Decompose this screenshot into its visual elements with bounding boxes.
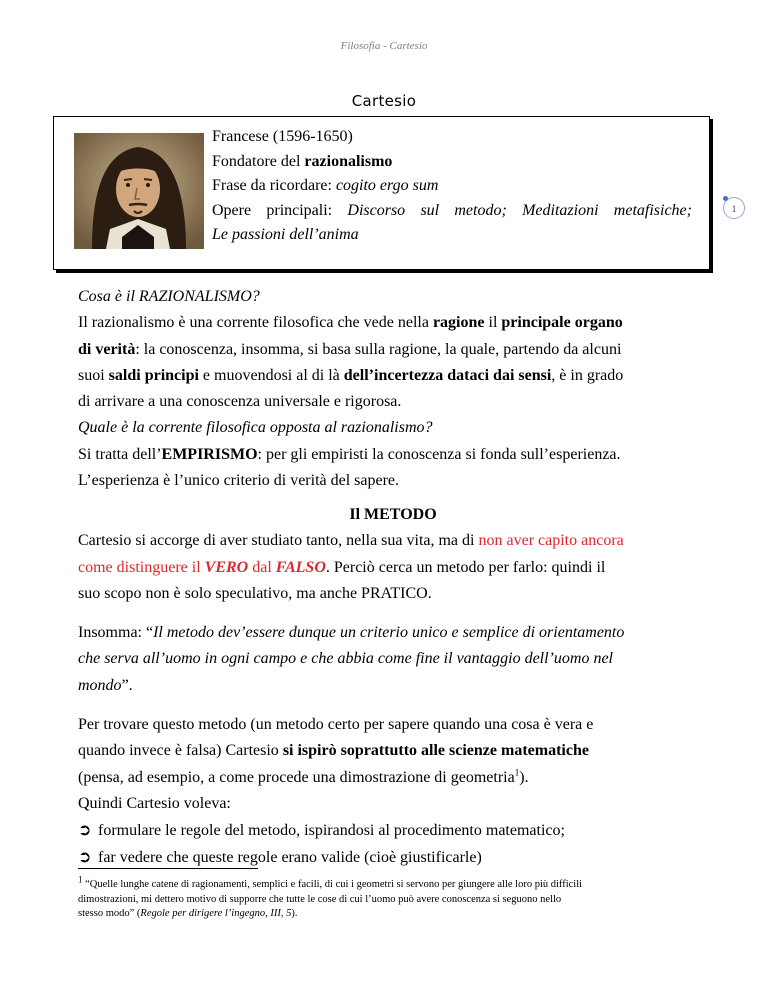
info-box [53, 116, 710, 270]
footnote-line: dimostrazioni, mi dettero motivo di supporre che tutte le cose di cui l’uomo può avere conoscenza si seguono nello [78, 893, 562, 905]
quote-line [212, 174, 692, 199]
paragraph-line: L’esperienza è l’unico criterio di verità del sapere. [78, 472, 400, 490]
works-line-2 [212, 223, 692, 248]
bullet-item: ➲ formulare le regole del metodo, ispirandosi al procedimento matematico; [78, 817, 708, 844]
metodo-section [78, 502, 708, 607]
footnote [78, 874, 708, 922]
founder-label: Fondatore del [212, 152, 305, 170]
works-line [212, 199, 692, 224]
works-word: Opere [212, 201, 252, 219]
quote-value: cogito ergo sum [335, 177, 439, 194]
paragraph-line: quando invece è falsa) Cartesio si ispirò soprattutto alle scienze matematiche [78, 742, 589, 760]
footnote-line: $^1$ “Quelle lunghe catene di ragionamenti, semplici e facili, di cui i geometri si servono per giungere alle loro più difficili [78, 874, 583, 890]
works-title: Le passioni dell’anima [212, 226, 359, 243]
paragraph-line: Cartesio si accorge di aver studiato tanto, nella sua vita, ma di non aver capito ancora [78, 532, 624, 550]
birth-dates: Francese (1596-1650) [212, 128, 353, 145]
right-arrow-icon: ➲ [78, 820, 92, 840]
works-title-word: Meditazioni [522, 201, 599, 219]
founder-line [212, 150, 692, 175]
works-title-word: metodo; [454, 201, 507, 219]
quote-paragraph [78, 620, 708, 699]
paragraph-line: Si tratta dell’EMPIRISMO: per gli empiristi la conoscenza si fonda sull’esperienza. [78, 445, 621, 463]
paragraph-line: (pensa, ad esempio, a come procede una dimostrazione di geometria$^1$). [78, 767, 529, 786]
razionalismo-question: Cosa è il RAZIONALISMO? [78, 288, 260, 305]
paragraph-line: suo scopo non è solo speculativo, ma anche PRATICO. [78, 584, 432, 602]
empirismo-question: Quale è la corrente filosofica opposta al razionalismo? [78, 419, 433, 437]
paragraph-line: Quindi Cartesio voleva: [78, 794, 231, 812]
footnote-reference[interactable]: 1 [514, 767, 520, 778]
razionalismo-section [78, 284, 708, 494]
paragraph-line: di arrivare a una conoscenza universale e rigorosa. [78, 393, 402, 411]
paragraph-line: Il razionalismo è una corrente filosofica che vede nella ragione il principale organo [78, 314, 623, 332]
method-paragraph [78, 712, 708, 872]
paragraph-line: suoi saldi principi e muovendosi al di là dell’incertezza dataci dai sensi, è in grado [78, 366, 624, 384]
paragraph-line: Insomma: “Il metodo dev’essere dunque un criterio unico e semplice di orientamento [78, 624, 625, 641]
bullet-item: ➲ far vedere che queste regole erano valide (cioè giustificarle) [78, 844, 708, 871]
footnote-separator [78, 868, 258, 869]
page-number-badge: 1 [723, 197, 745, 219]
works-title-word: sul [420, 201, 440, 219]
document-title: Cartesio [351, 92, 417, 110]
works-word: principali: [266, 201, 333, 219]
paragraph-line: Per trovare questo metodo (un metodo certo per sapere quando una cosa è vera e [78, 716, 594, 733]
section-heading: Il METODO [349, 506, 437, 523]
works-title-word: Discorso [347, 201, 406, 219]
works-title-word: metafisiche; [613, 201, 692, 219]
portrait-image [74, 133, 204, 249]
paragraph-line: come distinguere il VERO dal FALSO. Perciò cerca un metodo per farlo: quindi il [78, 558, 606, 576]
paragraph-line: che serva all’uomo in ogni campo e che abbia come fine il vantaggio dell’uomo nel [78, 650, 613, 668]
footnote-line: stesso modo” (Regole per dirigere l’ingegno, III, 5). [78, 908, 298, 919]
quote-label: Frase da ricordare: [212, 177, 336, 194]
info-lines [212, 125, 692, 248]
right-arrow-icon: ➲ [78, 847, 92, 867]
paragraph-line: di verità: la conoscenza, insomma, si basa sulla ragione, la quale, partendo da alcuni [78, 340, 622, 358]
founder-value: razionalismo [304, 152, 393, 170]
paragraph-line: mondo”. [78, 676, 133, 694]
running-header: Filosofia - Cartesio [340, 40, 428, 52]
